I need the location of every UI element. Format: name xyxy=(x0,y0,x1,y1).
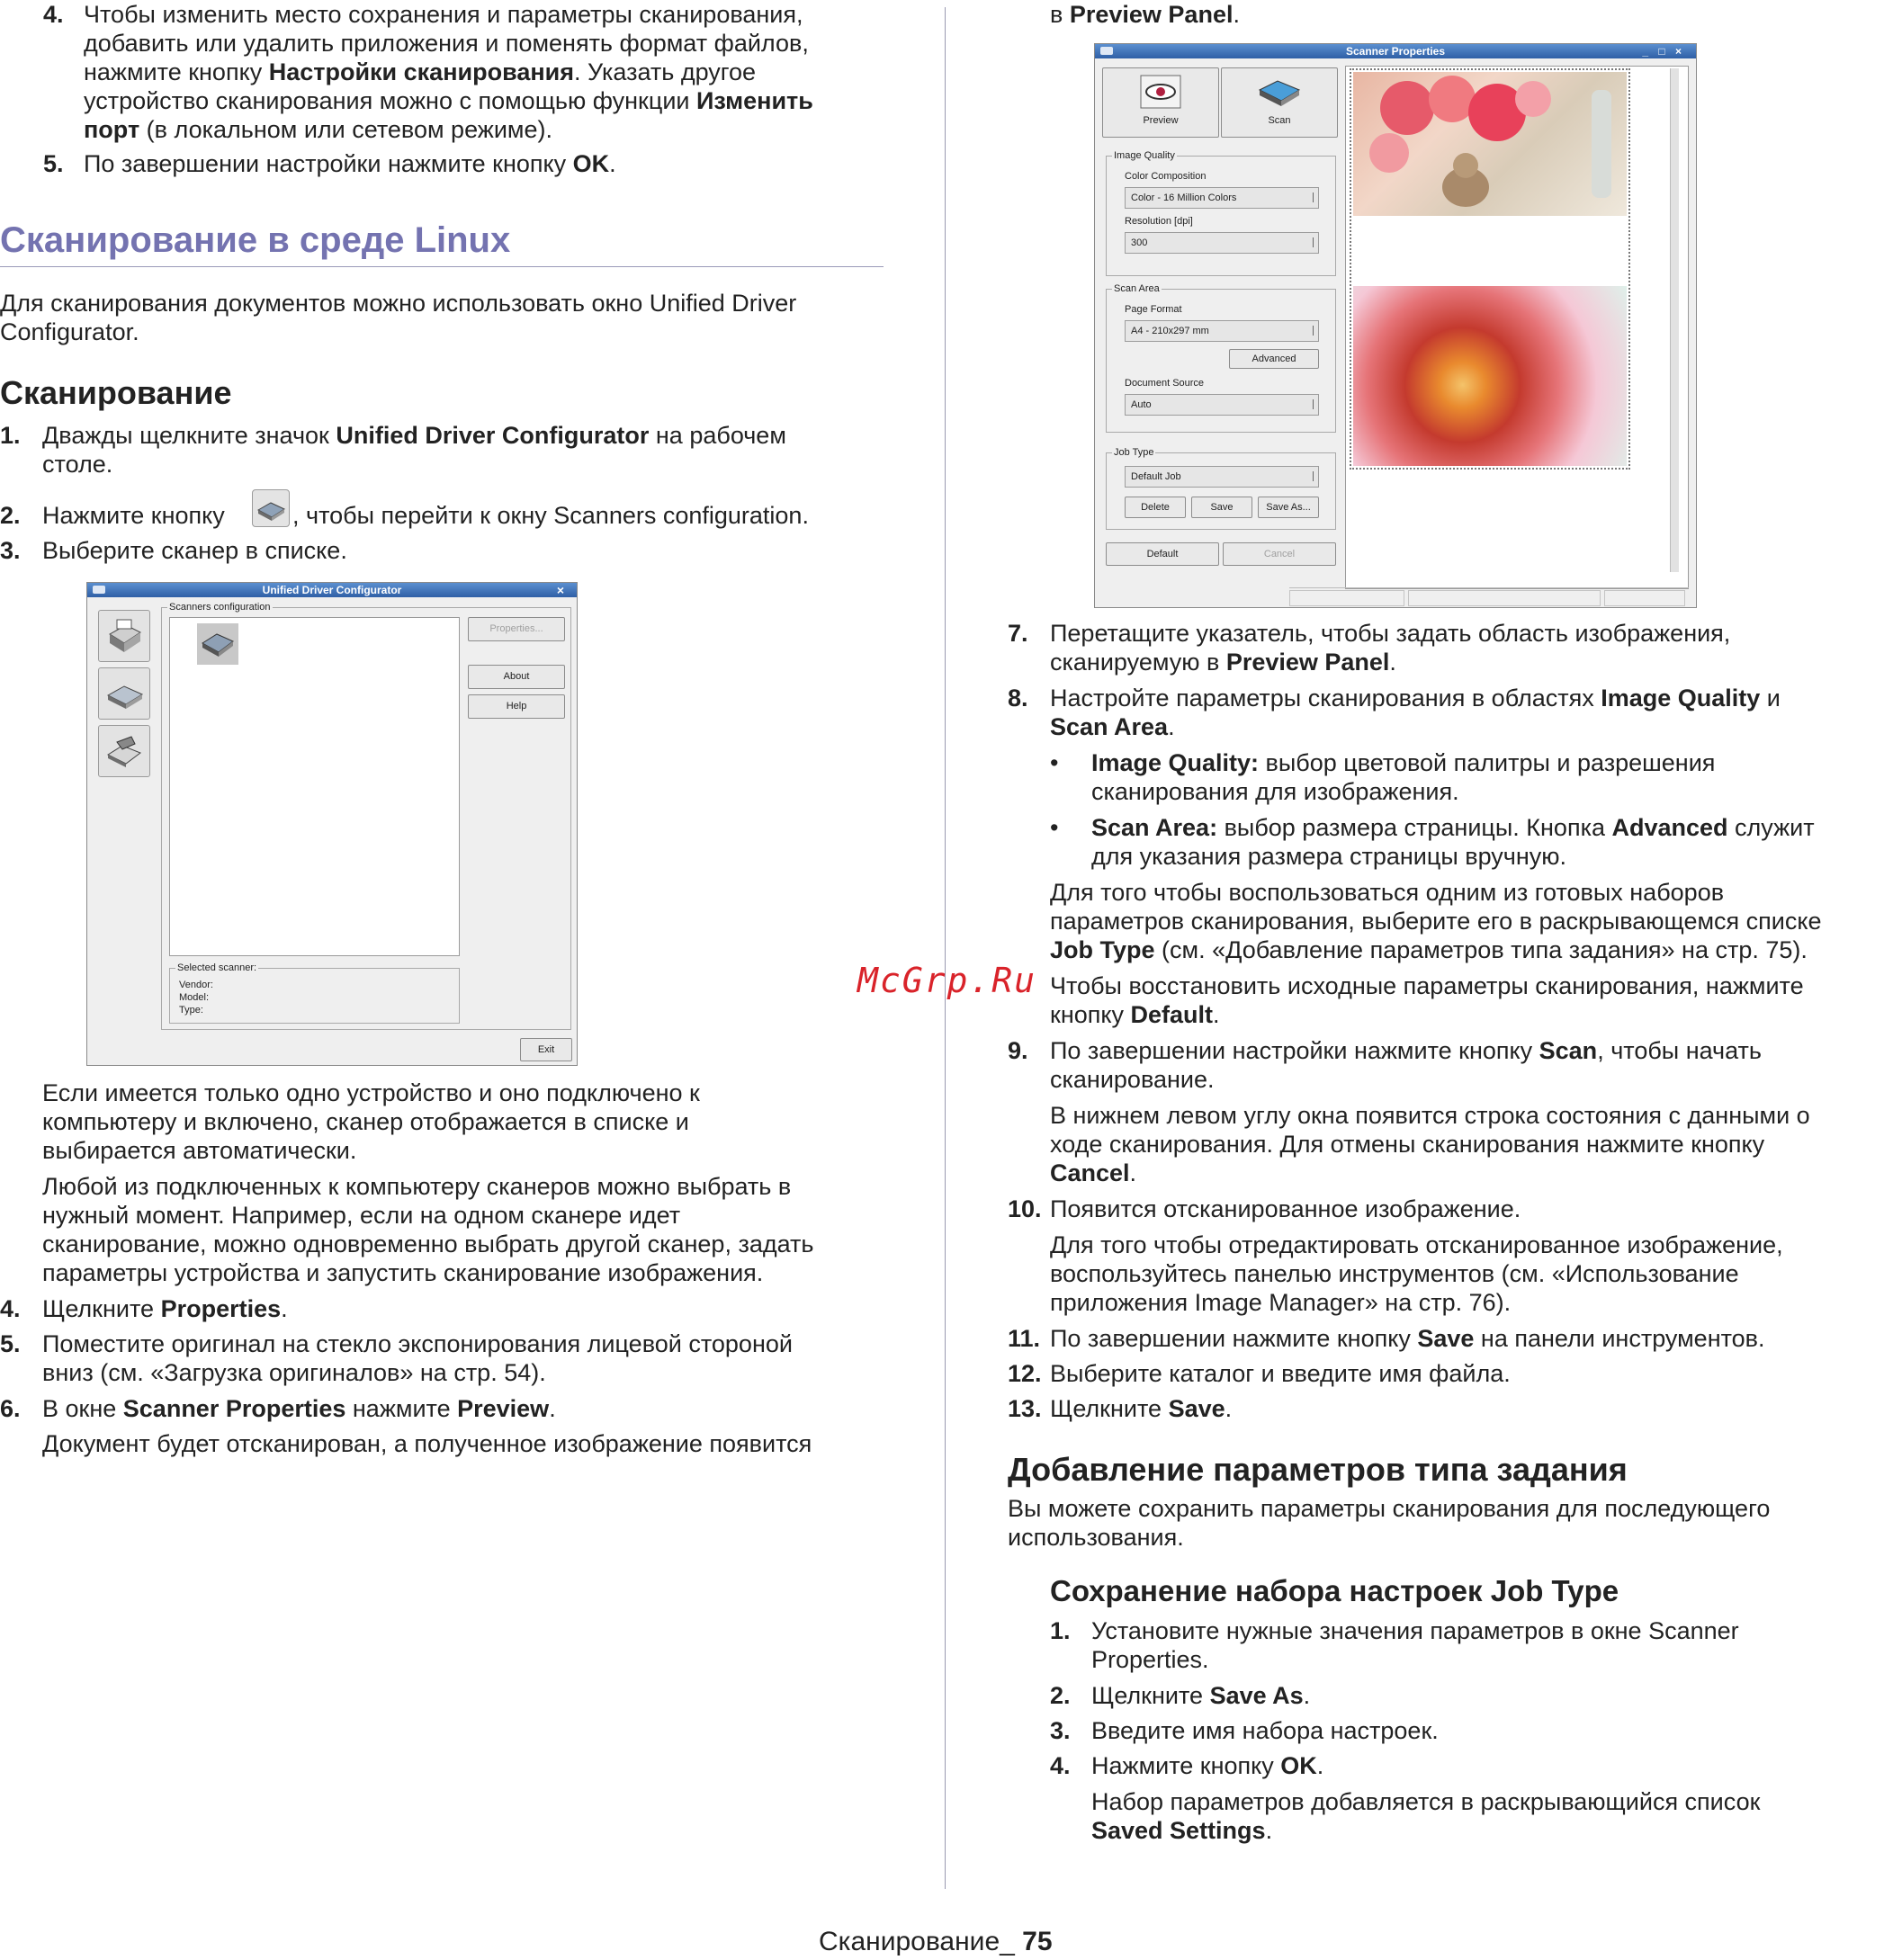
para-9-line-1: В нижнем левом углу окна появится строка состояния с данными о xyxy=(1050,1102,1810,1129)
add-intro-line-1: Вы можете сохранить параметры сканирования для последующего xyxy=(1008,1495,1771,1522)
preview-image-flowers xyxy=(1353,72,1627,216)
udc-window xyxy=(86,582,578,1066)
scan-button-label: Scan xyxy=(1268,115,1291,126)
step-10-text: Появится отсканированное изображение. xyxy=(1050,1195,1521,1222)
item-4-number: 4. xyxy=(43,1,64,28)
preview-image-flower-closeup xyxy=(1353,286,1627,466)
document-source-select[interactable]: Auto xyxy=(1125,394,1319,416)
step-2-number: 2. xyxy=(0,502,21,529)
step-3-text: Выберите сканер в списке. xyxy=(42,537,347,564)
para-10-line-2: воспользуйтесь панелью инструментов (см. «Использование xyxy=(1050,1260,1739,1287)
para-10-line-1: Для того чтобы отредактировать отсканированное изображение, xyxy=(1050,1231,1783,1258)
para-1-line-2: компьютеру и включено, сканер отображается в списке и xyxy=(42,1108,689,1135)
step-5-number: 5. xyxy=(0,1330,21,1357)
image-quality-label: Image Quality xyxy=(1114,150,1175,161)
job-step-4-note-line-1: Набор параметров добавляется в раскрывающийся список xyxy=(1091,1788,1761,1815)
step-1-line-2: столе. xyxy=(42,451,113,478)
cancel-button[interactable]: Cancel xyxy=(1223,542,1336,566)
job-step-2-text: Щелкните Save As. xyxy=(1091,1682,1311,1709)
bullet-2-line-1: Scan Area: выбор размера страницы. Кнопка Advanced служит xyxy=(1091,814,1815,841)
step-10-number: 10. xyxy=(1008,1195,1042,1222)
bullet-1-dot: • xyxy=(1050,749,1059,776)
job-type-group xyxy=(1106,447,1336,530)
step-5-line-1: Поместите оригинал на стекло экспонирования лицевой стороной xyxy=(42,1330,793,1357)
type-label: Type: xyxy=(179,1005,203,1016)
scan-area-label: Scan Area xyxy=(1114,283,1160,294)
sp-window-controls-icon[interactable]: _ □ × xyxy=(1642,45,1685,58)
job-step-4-text: Нажмите кнопку OK. xyxy=(1091,1752,1324,1779)
status-cell-2 xyxy=(1408,590,1601,606)
step-11-number: 11. xyxy=(1008,1325,1041,1352)
watermark: McGrp.Ru xyxy=(857,961,1037,1000)
para-9-line-2: ходе сканирования. Для отмены сканирования нажмите кнопку xyxy=(1050,1131,1765,1158)
add-intro-line-2: использования. xyxy=(1008,1524,1184,1551)
preview-panel-line: в Preview Panel. xyxy=(1050,1,1240,28)
sp-status-bar xyxy=(1289,587,1689,607)
resolution-label: Resolution [dpi] xyxy=(1125,216,1193,227)
step-3-number: 3. xyxy=(0,537,21,564)
udc-titlebar xyxy=(87,583,577,597)
para-8a-line-2: параметров сканирования, выберите его в раскрывающемся списке xyxy=(1050,908,1822,935)
preview-panel[interactable] xyxy=(1345,66,1689,589)
bullet-2-line-2: для указания размера страницы вручную. xyxy=(1091,843,1567,870)
para-8b-line-2: кнопку Default. xyxy=(1050,1001,1220,1028)
step-11-text: По завершении нажмите кнопку Save на панели инструментов. xyxy=(1050,1325,1765,1352)
sp-titlebar xyxy=(1095,44,1696,58)
job-step-1-line-1: Установите нужные значения параметров в окне Scanner xyxy=(1091,1617,1739,1644)
step-8-number: 8. xyxy=(1008,685,1028,712)
item-4-line-1: Чтобы изменить место сохранения и параметры сканирования, xyxy=(84,1,803,28)
subheading-scanning: Сканирование xyxy=(0,374,232,411)
heading-save-job-type: Сохранение набора настроек Job Type xyxy=(1050,1574,1619,1607)
step-9-line-2: сканирование. xyxy=(1050,1066,1215,1093)
intro-line-2: Configurator. xyxy=(0,318,139,345)
resolution-select[interactable]: 300 xyxy=(1125,232,1319,254)
step-8-line-2: Scan Area. xyxy=(1050,713,1175,740)
delete-button[interactable]: Delete xyxy=(1125,497,1186,518)
item-4-line-3: нажмите кнопку Настройки сканирования. Указать другое xyxy=(84,58,757,85)
item-4-line-4: устройство сканирования можно с помощью функции Изменить xyxy=(84,87,813,114)
default-button[interactable]: Default xyxy=(1106,542,1219,566)
job-type-select[interactable]: Default Job xyxy=(1125,466,1319,488)
preview-button[interactable] xyxy=(1102,67,1219,138)
step-6-text: В окне Scanner Properties нажмите Preview. xyxy=(42,1395,556,1422)
bullet-2-dot: • xyxy=(1050,814,1059,841)
scanner-config-icon[interactable] xyxy=(98,667,150,720)
section-title: Сканирование в среде Linux xyxy=(0,220,511,260)
preview-selection-area[interactable] xyxy=(1350,68,1630,470)
para-10-line-3: приложения Image Manager» на стр. 76). xyxy=(1050,1289,1512,1316)
save-job-button[interactable]: Save xyxy=(1191,497,1252,518)
step-7-line-2: сканируемую в Preview Panel. xyxy=(1050,649,1396,676)
scanner-list[interactable] xyxy=(169,617,460,956)
job-step-3-number: 3. xyxy=(1050,1717,1071,1744)
item-4-line-2: добавить или удалить приложения и поменять формат файлов, xyxy=(84,30,809,57)
column-divider xyxy=(945,7,946,1889)
step-9-number: 9. xyxy=(1008,1037,1028,1064)
step-13-number: 13. xyxy=(1008,1395,1042,1422)
job-step-2-number: 2. xyxy=(1050,1682,1071,1709)
step-2-text-a: Нажмите кнопку xyxy=(42,502,225,529)
job-step-3-text: Введите имя набора настроек. xyxy=(1091,1717,1439,1744)
para-8a-line-1: Для того чтобы воспользоваться одним из готовых наборов xyxy=(1050,879,1725,906)
step-6-continuation: Документ будет отсканирован, а полученное изображение появится xyxy=(42,1430,812,1457)
para-8a-line-3: Job Type (см. «Добавление параметров типа задания» на стр. 75). xyxy=(1050,936,1808,963)
save-as-button[interactable]: Save As... xyxy=(1258,497,1319,518)
scanner-list-item-icon[interactable] xyxy=(197,623,238,665)
job-step-4-number: 4. xyxy=(1050,1752,1071,1779)
job-step-4-note-line-2: Saved Settings. xyxy=(1091,1817,1273,1844)
page-format-label: Page Format xyxy=(1125,304,1182,315)
port-config-icon[interactable] xyxy=(98,725,150,777)
step-6-number: 6. xyxy=(0,1395,21,1422)
selected-scanner-group xyxy=(169,962,460,1024)
footer-label: Сканирование_ xyxy=(819,1927,1023,1956)
step-7-line-1: Перетащите указатель, чтобы задать область изображения, xyxy=(1050,620,1731,647)
item-4-line-5: порт (в локальном или сетевом режиме). xyxy=(84,116,553,143)
bullet-1-line-1: Image Quality: выбор цветовой палитры и разрешения xyxy=(1091,749,1716,776)
step-4-text: Щелкните Properties. xyxy=(42,1295,288,1322)
item-5-text: По завершении настройки нажмите кнопку OK. xyxy=(84,150,616,177)
udc-title: Unified Driver Configurator xyxy=(262,584,402,596)
job-step-1-line-2: Properties. xyxy=(1091,1646,1209,1673)
status-cell-1 xyxy=(1289,590,1404,606)
section-divider xyxy=(0,266,884,267)
step-5-line-2: вниз (см. «Загрузка оригиналов» на стр. 54). xyxy=(42,1359,546,1386)
page-format-select[interactable]: A4 - 210x297 mm xyxy=(1125,320,1319,342)
document-source-label: Document Source xyxy=(1125,378,1205,389)
step-12-text: Выберите каталог и введите имя файла. xyxy=(1050,1360,1511,1387)
scan-button[interactable] xyxy=(1221,67,1338,138)
about-button[interactable]: About xyxy=(468,665,565,689)
step-4-number: 4. xyxy=(0,1295,21,1322)
exit-button[interactable]: Exit xyxy=(520,1038,572,1061)
advanced-button[interactable]: Advanced xyxy=(1229,349,1319,369)
sp-title: Scanner Properties xyxy=(1345,45,1446,58)
page-footer xyxy=(819,1926,1053,1958)
model-label: Model: xyxy=(179,992,210,1003)
properties-button[interactable]: Properties... xyxy=(468,617,565,641)
step-2-text-c: , чтобы перейти к окну Scanners configuration. xyxy=(292,502,809,529)
scan-area-group xyxy=(1106,283,1336,433)
para-2-line-1: Любой из подключенных к компьютеру сканеров можно выбрать в xyxy=(42,1173,792,1200)
selected-scanner-label: Selected scanner: xyxy=(177,962,257,973)
sp-menu-icon[interactable] xyxy=(1100,47,1113,55)
step-13-text: Щелкните Save. xyxy=(1050,1395,1233,1422)
para-2-line-4: параметры устройства и запустить сканирование изображения. xyxy=(42,1259,764,1286)
scanner-config-button-icon[interactable] xyxy=(252,489,290,527)
step-9-line-1: По завершении настройки нажмите кнопку Scan, чтобы начать xyxy=(1050,1037,1762,1064)
para-8b-line-1: Чтобы восстановить исходные параметры сканирования, нажмите xyxy=(1050,972,1804,999)
step-1-line-1: Дважды щелкните значок Unified Driver Configurator на рабочем xyxy=(42,422,786,449)
step-7-number: 7. xyxy=(1008,620,1028,647)
item-5-number: 5. xyxy=(43,150,64,177)
heading-add-job-type: Добавление параметров типа задания xyxy=(1008,1451,1628,1488)
preview-scrollbar[interactable] xyxy=(1670,68,1679,572)
scanner-properties-window xyxy=(1094,43,1697,608)
para-2-line-3: сканирование, можно одновременно выбрать другой сканер, задать xyxy=(42,1231,814,1257)
preview-eye-icon xyxy=(1134,72,1188,113)
step-8-line-1: Настройте параметры сканирования в областях Image Quality и xyxy=(1050,685,1781,712)
udc-menu-icon[interactable] xyxy=(93,586,105,594)
scanners-config-label: Scanners configuration xyxy=(169,602,271,613)
status-cell-3 xyxy=(1604,590,1685,606)
para-9-line-3: Cancel. xyxy=(1050,1159,1137,1186)
help-button[interactable]: Help xyxy=(468,694,565,719)
job-step-1-number: 1. xyxy=(1050,1617,1071,1644)
color-composition-label: Color Composition xyxy=(1125,171,1207,182)
scanners-config-group xyxy=(161,602,571,1030)
job-type-label: Job Type xyxy=(1114,447,1154,458)
para-2-line-2: нужный момент. Например, если на одном сканере идет xyxy=(42,1202,681,1229)
step-12-number: 12. xyxy=(1008,1360,1042,1387)
printer-config-icon[interactable] xyxy=(98,610,150,662)
image-quality-group xyxy=(1106,150,1336,276)
color-composition-select[interactable]: Color - 16 Million Colors xyxy=(1125,187,1319,209)
scan-icon xyxy=(1252,72,1306,113)
para-1-line-3: выбирается автоматически. xyxy=(42,1137,357,1164)
udc-close-icon[interactable]: × xyxy=(556,583,564,597)
vendor-label: Vendor: xyxy=(179,980,213,990)
preview-button-label: Preview xyxy=(1143,115,1179,126)
step-1-number: 1. xyxy=(0,422,21,449)
bullet-1-line-2: сканирования для изображения. xyxy=(1091,778,1459,805)
intro-line-1: Для сканирования документов можно использовать окно Unified Driver xyxy=(0,290,797,317)
page-number: 75 xyxy=(1022,1927,1053,1956)
para-1-line-1: Если имеется только одно устройство и оно подключено к xyxy=(42,1079,700,1106)
